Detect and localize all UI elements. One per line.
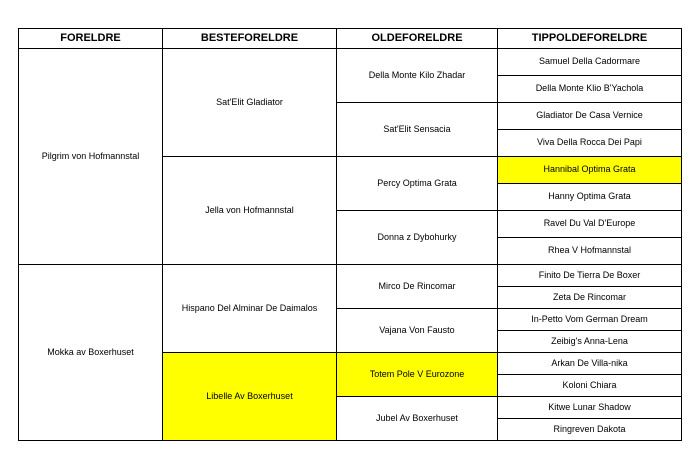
sire-grandparent-1: Sat'Elit Gladiator [163,49,337,157]
ancestor-g3-6: Hanny Optima Grata [498,184,682,211]
ancestor-g3-16: Ringreven Dakota [498,419,682,441]
ancestor-g3-1: Samuel Della Cadormare [498,49,682,76]
ancestor-g3-10: Zeta De Rincomar [498,287,682,309]
dam-great-grandparent-4: Jubel Av Boxerhuset [337,397,498,441]
ancestor-g3-13: Arkan De Villa-nika [498,353,682,375]
ancestor-g3-3: Gladiator De Casa Vernice [498,103,682,130]
ancestor-g3-4: Viva Della Rocca Dei Papi [498,130,682,157]
sire-great-grandparent-1: Della Monte Kilo Zhadar [337,49,498,103]
header-tippoldeforeldre: TIPPOLDEFORELDRE [498,29,682,49]
dam-grandparent-1: Hispano Del Alminar De Daimalos [163,265,337,353]
ancestor-g3-2: Della Monte Klio B'Yachola [498,76,682,103]
ancestor-g3-15: Kitwe Lunar Shadow [498,397,682,419]
dam-cell: Mokka av Boxerhuset [19,265,163,441]
pedigree-table [18,28,682,441]
dam-great-grandparent-1: Mirco De Rincomar [337,265,498,309]
ancestor-g3-12: Zeibig's Anna-Lena [498,331,682,353]
header-besteforeldre: BESTEFORELDRE [163,29,337,49]
ancestor-g3-7: Ravel Du Val D'Europe [498,211,682,238]
dam-great-grandparent-3-highlighted: Totem Pole V Eurozone [337,353,498,397]
header-oldeforeldre: OLDEFORELDRE [337,29,498,49]
header-row [19,29,682,49]
dam-grandparent-2-highlighted: Libelle Av Boxerhuset [163,353,337,441]
ancestor-g3-11: In-Petto Vom German Dream [498,309,682,331]
sire-grandparent-2: Jella von Hofmannstal [163,157,337,265]
sire-great-grandparent-3: Percy Optima Grata [337,157,498,211]
ancestor-g3-5-highlighted: Hannibal Optima Grata [498,157,682,184]
header-foreldre: FORELDRE [19,29,163,49]
ancestor-g3-14: Koloni Chiara [498,375,682,397]
sire-great-grandparent-2: Sat'Elit Sensacia [337,103,498,157]
sire-great-grandparent-4: Donna z Dybohurky [337,211,498,265]
ancestor-g3-9: Finito De Tierra De Boxer [498,265,682,287]
sire-cell: Pilgrim von Hofmannstal [19,49,163,265]
ancestor-g3-8: Rhea V Hofmannstal [498,238,682,265]
dam-great-grandparent-2: Vajana Von Fausto [337,309,498,353]
